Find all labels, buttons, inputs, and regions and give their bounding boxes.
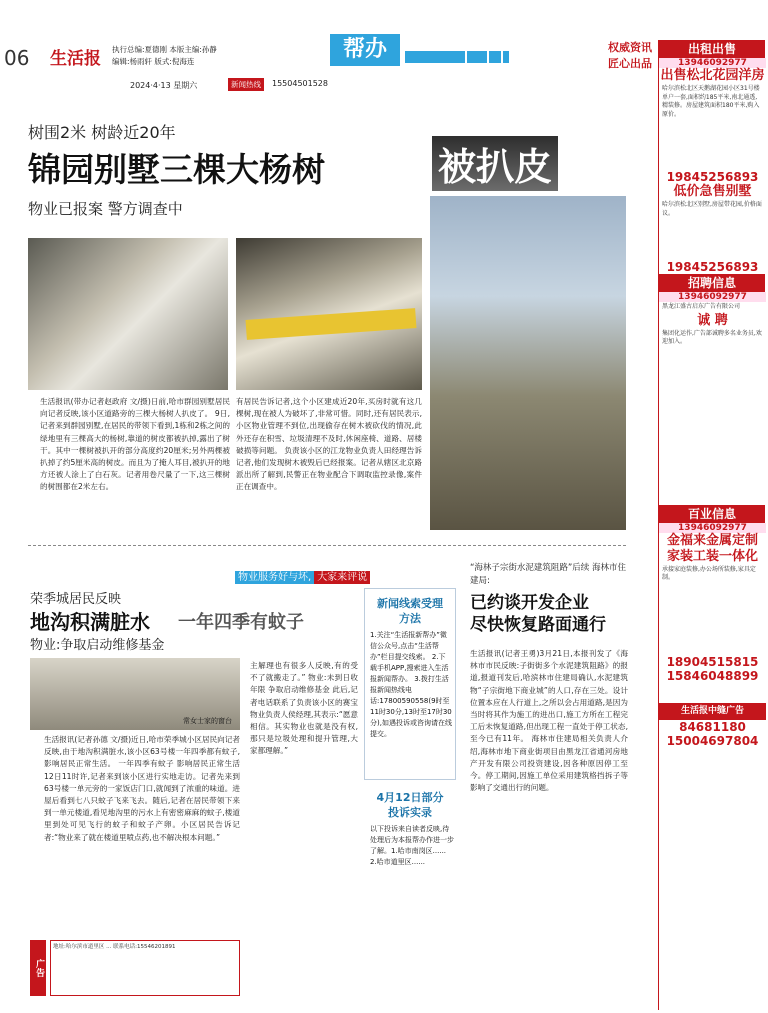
ad-tel-2: 19845256893 xyxy=(666,260,759,274)
story3-headline xyxy=(470,592,606,636)
section-divider xyxy=(28,545,626,546)
story1-col1: 生活报讯(带办记者赵政府 文/摄)日前,哈市群园别墅居民向记者反映,该小区道路旁的三棵大杨树人扒皮了。 9日,记者来到群园别墅,在居民的带领下看到,1栋和2栋之间的绿地里有三棵高大的杨树,靠道的树皮都被扒掉,露出了树干。其中一棵树被扒开的部分高度约20厘米;另外两棵被扒掉了约5厘米高的树皮。而且为了掩人耳目,被扒开的地方还被人涂上了白石灰。记者用卷尺量了一下,这三棵树的树围都在2米左右。 xyxy=(40,397,230,492)
story2-headline2: 一年四季有蚊子 xyxy=(178,612,304,633)
story3-subtitle: “海林子宗街水泥建筑阻路”后续 海林市住建局: xyxy=(470,563,627,586)
ad-phone-2: 13946092977 xyxy=(659,292,766,302)
decorative-bars xyxy=(405,48,555,62)
story2-headline: 地沟积满脏水 xyxy=(30,610,150,634)
ad-hiring: 诚 聘 xyxy=(697,312,728,328)
story1-headline: 锦园别墅三棵大杨树 xyxy=(28,150,325,189)
photo-caption: 常女士家的窗台 xyxy=(183,717,232,725)
hotline-label: 新闻热线 xyxy=(228,78,264,91)
complaints-text: 以下投诉来自读者反映,待处理后为本报帮办作进一步了解。1.哈市南岗区...... 2.哈市道里区...... xyxy=(370,825,454,866)
ad-title-4: 金福来金属定制 家装工装一体化 xyxy=(666,532,758,564)
ad-tel: 19845256893 xyxy=(666,170,759,184)
story3-body: 生活报讯(记者王勇)3月21日,本报刊发了《海林市市民反映:子街街多个水泥建筑阻路》的报道,报道刊发后,哈滨林市住建局确认,水泥建筑物“子宗街地下商业城”的人口,存在三处。设计位置本应在人行道上,之所以会占用道路,是因为当时将其作为施工的进出口,施工方所在工程完工后未恢复道路,但出现工程一直处于停工状态,至今已有11年。 海林市住建局相关负责人介绍,海林市地下商业街项目由黑龙江省通河房地产开发有限公司投资建设,因各种原因停工至今。停工期间,因施工单位采用建筑格挡拆子等影响了交通出行的问题。 xyxy=(470,649,628,793)
ad-company: 黑龙江盛古启东广告有限公司 xyxy=(662,303,741,310)
ad-phone-3: 13946092977 xyxy=(659,523,766,533)
story3-headline1: 已约谈开发企业 xyxy=(470,593,589,613)
ad-text-2: 哈尔滨松北区别墅,房屋带花园,价格面议。 xyxy=(662,201,762,217)
story2-body2: 主解理也有很多人反映,有的受不了就搬走了。” 物业:未到日收年限 争取启动维修基金 此后,记者电话联系了负责该小区的赛宝物业负责人侯经理,其表示:“愿意相信。其实物业也就是没有权,那只是垃圾处理和提升管理,大家都理解。” xyxy=(250,661,358,756)
slogan-b: 大家来评说 xyxy=(314,571,370,584)
story1-subtitle2: 物业已报案 警方调查中 xyxy=(28,200,183,218)
small-ad: 地址:哈尔滨市道里区 ... 联系电话:15546201891 xyxy=(50,940,240,996)
ad-head-rent: 出租出售 xyxy=(659,40,765,58)
story1-headline-highlight: 被扒皮 xyxy=(432,136,558,191)
story1-subtitle: 树围2米 树龄近20年 xyxy=(28,123,176,142)
dateline: 2024·4·13 星期六 xyxy=(130,81,198,90)
tips-title: 新闻线索受理方法 xyxy=(377,597,443,625)
section-label: 帮办 xyxy=(330,34,400,66)
ad-phone: 13946092977 xyxy=(659,58,766,68)
ad-head-biz: 百业信息 xyxy=(659,505,765,523)
slogan-line: 匠心出品 xyxy=(608,57,652,70)
ad-text-4: 承接家庭装修,办公场所装修,家具定制。 xyxy=(662,565,756,581)
credits-line: 执行总编:夏德刚 本版主编:孙静 xyxy=(112,45,217,54)
page-number: 06 xyxy=(4,46,30,70)
story2-subtitle2: 物业:争取启动维修基金 xyxy=(30,638,165,653)
masthead: 生活报 xyxy=(50,49,101,69)
header-slogan xyxy=(570,40,652,72)
slogan-a: 物业服务好与坏, xyxy=(235,571,314,584)
credits-line: 编辑:杨雨轩 版式:倪海连 xyxy=(112,57,195,66)
ad-head-jobs: 招聘信息 xyxy=(659,274,765,292)
tree-photo-3 xyxy=(430,196,626,530)
ad-text-3: 集团化运作,广告部诚聘多名业务员,欢迎加入。 xyxy=(662,329,762,345)
ad-tel-4b: 15846048899 xyxy=(666,668,759,683)
tips-text: 1.关注“生活报新帮办”微信公众号,点击“生活帮办”栏目提交线索。 2.下载手机APP,搜索进入生活报新闻帮办。 3.拨打生活报新闻热线电话:17800590558(9时至11时30分,13时至17时30分),如遇投诉或咨询请在线提交。 xyxy=(370,631,452,738)
ad-title-5: 生活报中缝广告 xyxy=(659,703,766,720)
slogan-bar xyxy=(235,565,395,583)
slogan-line: 权威资讯 xyxy=(608,41,652,54)
ad-tel-5b: 15004697804 xyxy=(666,733,759,748)
ad-title-2: 低价急售别墅 xyxy=(673,184,752,199)
credits xyxy=(112,44,217,68)
ad-text: 哈尔滨松北区天鹅湖花园小区31号楼单户一套,面积约185平米,南北通透,精装修。房屋建筑面积180平米,购入原价。 xyxy=(662,85,760,118)
ad-tel-5a: 84681180 xyxy=(679,719,746,734)
ad-title: 出售松北花园洋房 xyxy=(660,68,765,83)
hotline-number: 15504501528 xyxy=(272,79,328,88)
classified-ads xyxy=(658,40,766,1010)
tree-photo-1 xyxy=(28,238,228,390)
story2-body: 生活报讯(记者孙德 文/摄)近日,哈市荣季城小区居民向记者反映,由于地沟积满脏水,该小区63号楼一年四季都有蚊子,影响居民正常生活。 一年四季有蚊子 影响居民正常生活 12日11时许,记者来到该小区进行实地走访。记者先来到63号楼一单元旁的一家饭店门口,就闻到了浓重的味道。进屋后看到七八只蚊子飞来飞去。随后,记者在居民带领下来到一单元楼道,看见地沟里的污水上有密密麻麻的蚊子,楼道里到处可见飞行的蚊子和蚊子产卵。小区居民告诉记者:“物业来了就在楼道里喷点药,也不解决根本问题。” xyxy=(44,735,240,842)
ad-label: 广告 xyxy=(30,940,46,996)
ad-tel-4a: 18904515815 xyxy=(666,654,759,669)
story1-col2: 有居民告诉记者,这个小区建成近20年,买房时就有这几棵树,现在被人为破坏了,非常可惜。同时,还有居民表示,小区物业管理不到位,出现偷存在树木被砍伐的情况,此外还存在积雪、垃圾清理不及时,休闲座椅、道路、居楼破损等问题。 负责该小区的江龙物业负责人田经理告诉记者,他们发现树木被毁后已经报案。记者从辖区北京路派出所了解到,民警正在物业配合下调取监控录像,案件正在调查中。 xyxy=(236,397,422,492)
story2-subtitle: 荣季城居民反映 xyxy=(30,592,122,607)
complaints-title: 4月12日部分投诉实录 xyxy=(376,791,444,819)
story3-headline2: 尽快恢复路面通行 xyxy=(470,615,606,635)
